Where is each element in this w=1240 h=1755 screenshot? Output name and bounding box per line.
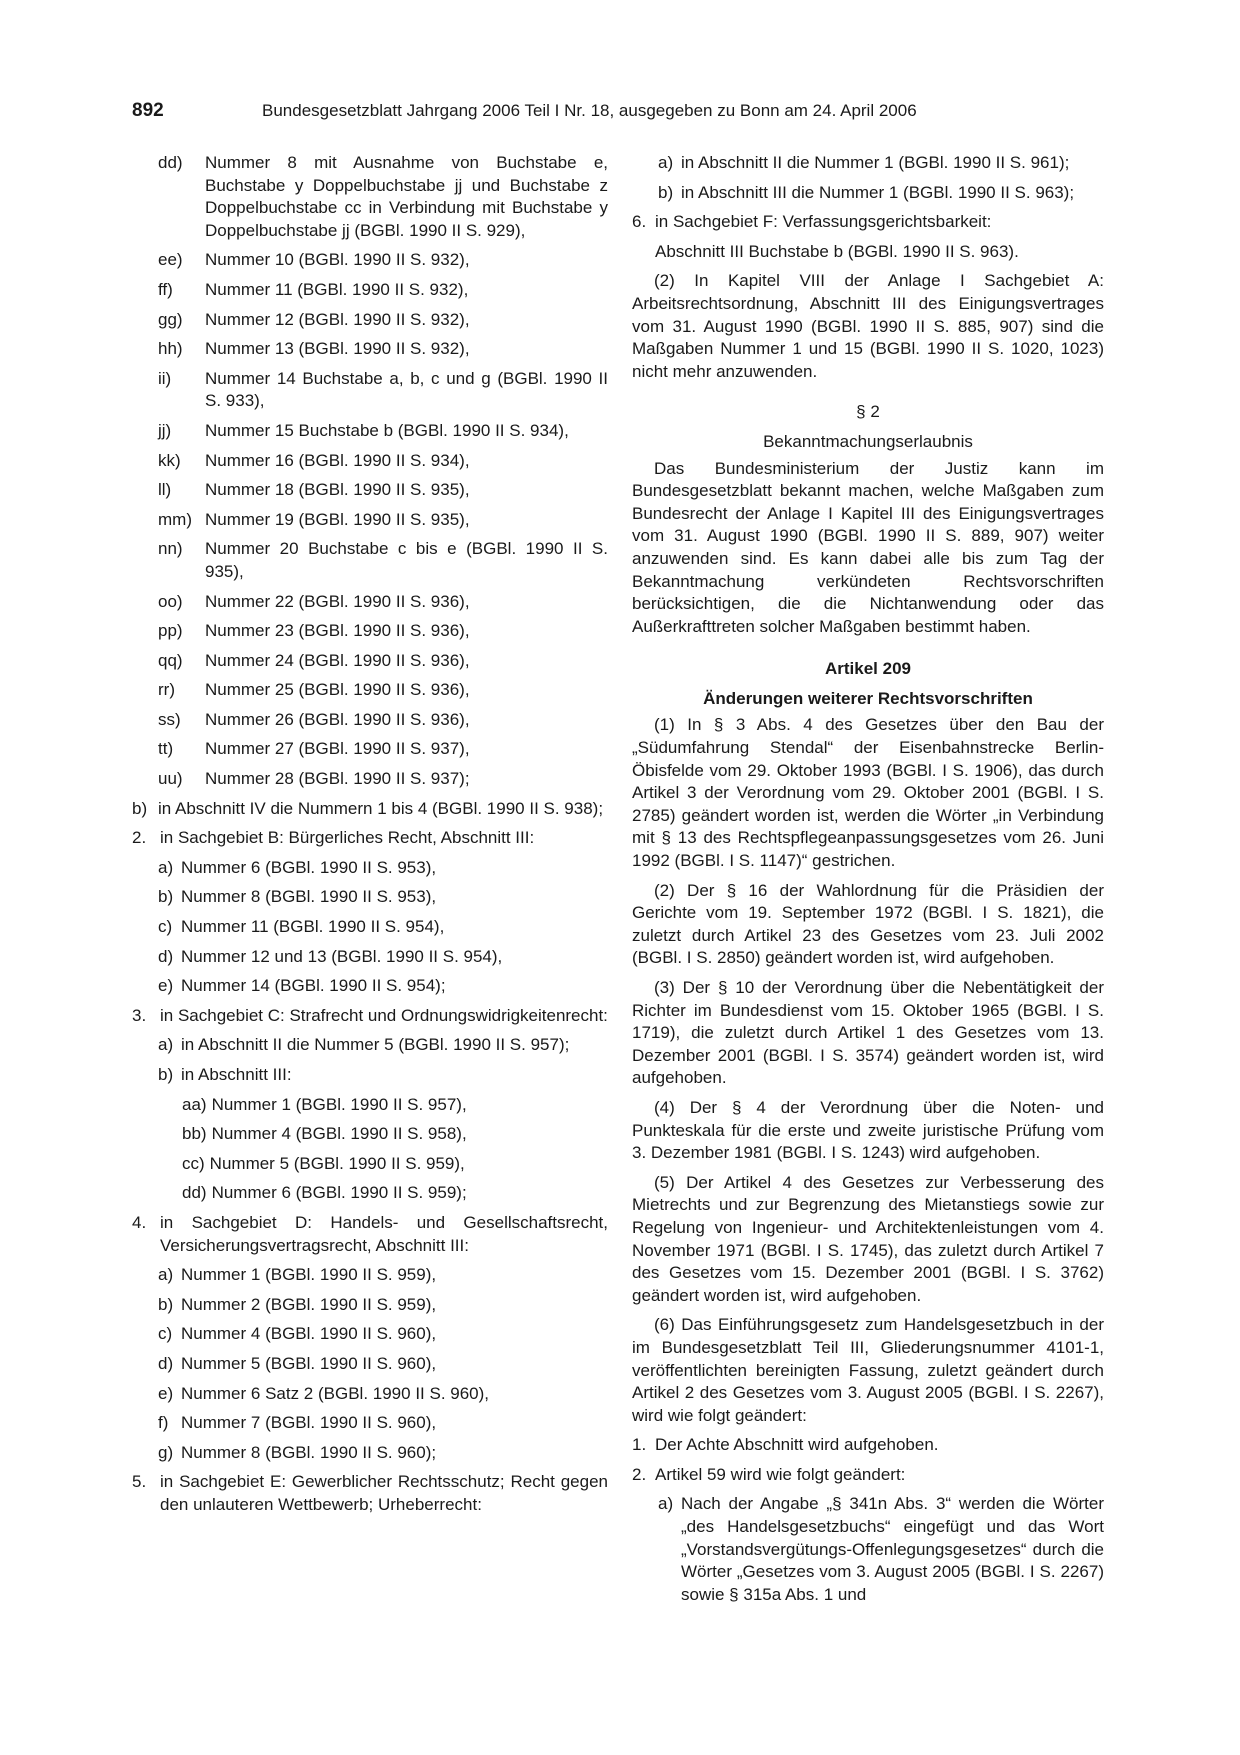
item-text: Nummer 6 (BGBl. 1990 II S. 953), bbox=[181, 857, 437, 877]
item-text: Nummer 8 (BGBl. 1990 II S. 960); bbox=[181, 1442, 437, 1462]
item-text: Nummer 15 Buchstabe b (BGBl. 1990 II S. 934), bbox=[205, 420, 569, 440]
item-label: dd) bbox=[158, 153, 183, 172]
item-label: 4. bbox=[132, 1212, 147, 1232]
item-label: oo) bbox=[158, 591, 183, 611]
list-item bbox=[632, 1434, 1104, 1457]
item-text: Nummer 11 (BGBl. 1990 II S. 932), bbox=[205, 279, 469, 299]
item-label: kk) bbox=[158, 450, 181, 470]
item-label: qq) bbox=[158, 650, 183, 670]
list-item bbox=[132, 1094, 608, 1117]
header-title: Bundesgesetzblatt Jahrgang 2006 Teil I Nr. 18, ausgegeben zu Bonn am 24. April 2006 bbox=[262, 101, 917, 120]
item-text: Nummer 12 und 13 (BGBl. 1990 II S. 954), bbox=[181, 946, 503, 966]
article-paragraph-3: (3) Der § 10 der Verordnung über die Nebentätigkeit der Richter im Bundesdienst vom 15. Oktober 1965 (BGBl. I S. 1719), die zuletzt durch Artikel 1 des Gesetzes vom 13. Dezember 2001 (BGBl. I S. 3574) geändert worden ist, wird aufgehoben. bbox=[632, 978, 1104, 1088]
item-label: g) bbox=[158, 1442, 174, 1462]
item-text: Nummer 25 (BGBl. 1990 II S. 936), bbox=[205, 680, 470, 700]
list-item bbox=[132, 368, 608, 413]
item-text: in Sachgebiet B: Bürgerliches Recht, Abschnitt III: bbox=[160, 828, 535, 848]
item-label: ee) bbox=[158, 250, 183, 270]
list-item bbox=[132, 1264, 608, 1287]
left-column bbox=[132, 152, 608, 1524]
item-label: d) bbox=[158, 946, 174, 966]
item-label: b) bbox=[132, 798, 148, 818]
item-label: a) bbox=[658, 153, 674, 172]
item-text: in Abschnitt II die Nummer 1 (BGBl. 1990 II S. 961); bbox=[681, 153, 1070, 172]
item-text: Nummer 6 Satz 2 (BGBl. 1990 II S. 960), bbox=[181, 1383, 490, 1403]
article-paragraph-5: (5) Der Artikel 4 des Gesetzes zur Verbesserung des Mietrechts und zur Begrenzung des Mietanstiegs sowie zur Regelung von Ingenieur- und Architektenleistungen vom 4. November 1971 (BGBl. I S. 1745), das zuletzt durch Artikel 7 des Gesetzes vom 15. Dezember 2001 (BGBl. I S. 3762) geändert worden ist, wird aufgehoben. bbox=[632, 1172, 1104, 1305]
list-item bbox=[132, 650, 608, 673]
item-text: Nummer 27 (BGBl. 1990 II S. 937), bbox=[205, 739, 470, 759]
list-item bbox=[132, 1182, 608, 1205]
item-label: e) bbox=[158, 1383, 174, 1403]
item-label: b) bbox=[158, 1065, 174, 1084]
item-text: in Abschnitt IV die Nummern 1 bis 4 (BGBl. 1990 II S. 938); bbox=[158, 798, 604, 818]
item-text: Nummer 5 (BGBl. 1990 II S. 959), bbox=[209, 1153, 465, 1173]
item-text: Nummer 19 (BGBl. 1990 II S. 935), bbox=[205, 509, 470, 529]
item-label: ii) bbox=[158, 368, 172, 388]
right-column bbox=[632, 152, 1104, 1613]
list-item bbox=[632, 211, 1104, 234]
list-item bbox=[132, 1005, 608, 1028]
list-item bbox=[632, 152, 1104, 175]
list-item bbox=[132, 1123, 608, 1146]
item-label: b) bbox=[158, 887, 174, 907]
list-item bbox=[132, 768, 608, 791]
item-text: Nummer 13 (BGBl. 1990 II S. 932), bbox=[205, 339, 470, 359]
list-item bbox=[632, 182, 1104, 205]
item-text: Nummer 12 (BGBl. 1990 II S. 932), bbox=[205, 309, 470, 329]
list-item bbox=[132, 1212, 608, 1257]
list-item bbox=[132, 1353, 608, 1376]
list-item bbox=[132, 1412, 608, 1435]
article-paragraph-1: (1) In § 3 Abs. 4 des Gesetzes über den Bau der „Südumfahrung Stendal“ der Eisenbahnstrecke Berlin-Öbisfelde vom 29. Oktober 1993 (BGBl. I S. 1906), das durch Artikel 3 der Verordnung vom 29. Oktober 2001 (BGBl. I S. 2785) geändert worden ist, werden die Wörter „in Verbindung mit § 13 des Rechtspflegeanpassungsgesetzes vom 26. Juni 1992 (BGBl. I S. 1147)“ gestrichen. bbox=[632, 715, 1104, 871]
item-label: 6. bbox=[632, 212, 647, 232]
list-item bbox=[132, 338, 608, 361]
list-item bbox=[132, 620, 608, 643]
item-text: Nummer 14 Buchstabe a, b, c und g (BGBl. 1990 II S. 933), bbox=[205, 368, 608, 411]
item-label: mm) bbox=[158, 509, 192, 529]
item-text: Nummer 26 (BGBl. 1990 II S. 936), bbox=[205, 709, 470, 729]
item-text: Nummer 28 (BGBl. 1990 II S. 937); bbox=[205, 769, 470, 789]
item-label: 5. bbox=[132, 1472, 147, 1492]
item-text: in Sachgebiet E: Gewerblicher Rechtsschutz; Recht gegen den unlauteren Wettbewerb; Urheberrecht: bbox=[160, 1472, 608, 1514]
item-label: nn) bbox=[158, 539, 183, 559]
item-text: Nummer 20 Buchstabe c bis e (BGBl. 1990 II S. 935), bbox=[205, 539, 608, 581]
item-label: b) bbox=[158, 1294, 174, 1314]
item-text: Nummer 2 (BGBl. 1990 II S. 959), bbox=[181, 1294, 437, 1314]
list-item bbox=[132, 420, 608, 443]
item-text: in Abschnitt III die Nummer 1 (BGBl. 1990 II S. 963); bbox=[681, 182, 1075, 202]
list-item bbox=[132, 279, 608, 302]
item-text: Nummer 8 mit Ausnahme von Buchstabe e, Buchstabe y Doppelbuchstabe jj und Buchstabe z Doppelbuchstabe cc in Verbindung mit Buchstabe y Doppelbuchstabe jj (BGBl. 1990 II S. 929), bbox=[205, 153, 608, 240]
item-text: Nummer 4 (BGBl. 1990 II S. 958), bbox=[211, 1124, 467, 1144]
item-label: 1. bbox=[632, 1435, 647, 1455]
article-subtitle: Änderungen weiterer Rechtsvorschriften bbox=[703, 688, 1033, 708]
item-label: bb) bbox=[182, 1124, 207, 1144]
item-label: ff) bbox=[158, 279, 173, 299]
paragraph-2: (2) In Kapitel VIII der Anlage I Sachgebiet A: Arbeitsrechtsordnung, Abschnitt III des Einigungsvertrages vom 31. August 1990 (BGBl. 1990 II S. 885, 907) sind die Maßgaben Nummer 1 und 15 (BGBl. 1990 II S. 1020, 1023) nicht mehr anzuwenden. bbox=[632, 271, 1104, 381]
item-label: a) bbox=[158, 857, 174, 877]
list-item bbox=[132, 857, 608, 880]
list-item bbox=[632, 1493, 1104, 1606]
running-header bbox=[132, 100, 988, 128]
item-text: Nummer 1 (BGBl. 1990 II S. 959), bbox=[181, 1265, 437, 1285]
item-text: Artikel 59 wird wie folgt geändert: bbox=[655, 1464, 906, 1484]
list-item bbox=[132, 975, 608, 998]
item-label: dd) bbox=[182, 1183, 207, 1203]
list-item bbox=[632, 1464, 1104, 1487]
list-item bbox=[132, 1471, 608, 1516]
list-item bbox=[132, 450, 608, 473]
list-item bbox=[132, 309, 608, 332]
list-item bbox=[132, 738, 608, 761]
item-text: Nummer 23 (BGBl. 1990 II S. 936), bbox=[205, 621, 470, 641]
list-item bbox=[132, 1383, 608, 1406]
item-label: uu) bbox=[158, 769, 183, 789]
item-text: Nummer 8 (BGBl. 1990 II S. 953), bbox=[181, 887, 437, 907]
list-item bbox=[132, 916, 608, 939]
item-text: Nummer 10 (BGBl. 1990 II S. 932), bbox=[205, 250, 470, 270]
section-number: § 2 bbox=[856, 402, 880, 422]
item-text: in Abschnitt III: bbox=[181, 1065, 292, 1084]
article-paragraph-6: (6) Das Einführungsgesetz zum Handelsgesetzbuch in der im Bundesgesetzblatt Teil III, Gliederungsnummer 4101-1, veröffentlichten bereinigten Fassung, zuletzt geändert durch Artikel 2 des Gesetzes vom 3. August 2005 (BGBl. I S. 2267), wird wie folgt geändert: bbox=[632, 1315, 1104, 1425]
section-title: Bekanntmachungserlaubnis bbox=[763, 431, 973, 451]
list-item bbox=[132, 479, 608, 502]
item-text: Nummer 7 (BGBl. 1990 II S. 960), bbox=[181, 1413, 437, 1433]
article-paragraph-2: (2) Der § 16 der Wahlordnung für die Präsidien der Gerichte vom 19. September 1972 (BGBl. I S. 1821), die zuletzt durch Artikel 23 des Gesetzes vom 23. Juli 2002 (BGBl. I S. 2850) geändert worden ist, wird aufgehoben. bbox=[632, 880, 1104, 968]
list-item bbox=[132, 152, 608, 242]
item-text: Nummer 16 (BGBl. 1990 II S. 934), bbox=[205, 450, 470, 470]
item-label: f) bbox=[158, 1413, 169, 1433]
item-label: ll) bbox=[158, 480, 172, 500]
item-text: Nach der Angabe „§ 341n Abs. 3“ werden die Wörter „des Handelsgesetzbuchs“ eingefügt und das Wort „Vorstandsvergütungs-Offenlegungsgesetzes“ durch die Wörter „Gesetzes vom 3. August 2005 (BGBl. I S. 2267) sowie § 315a Abs. 1 und bbox=[681, 1494, 1104, 1604]
list-item bbox=[132, 509, 608, 532]
list-item bbox=[132, 946, 608, 969]
item-label: a) bbox=[158, 1265, 174, 1285]
item-text: Nummer 22 (BGBl. 1990 II S. 936), bbox=[205, 591, 470, 611]
item-label: a) bbox=[658, 1494, 674, 1514]
item-text: Nummer 4 (BGBl. 1990 II S. 960), bbox=[181, 1324, 437, 1344]
item-label: aa) bbox=[182, 1094, 207, 1114]
article-paragraph-4: (4) Der § 4 der Verordnung über die Noten- und Punkteskala für die erste und zweite juristische Prüfung vom 3. Dezember 1981 (BGBl. I S. 1243) wird aufgehoben. bbox=[632, 1097, 1104, 1163]
item-text: in Abschnitt II die Nummer 5 (BGBl. 1990 II S. 957); bbox=[181, 1035, 570, 1055]
item-text: Der Achte Abschnitt wird aufgehoben. bbox=[655, 1435, 939, 1455]
item-text: Nummer 6 (BGBl. 1990 II S. 959); bbox=[211, 1183, 467, 1203]
item-text: Nummer 18 (BGBl. 1990 II S. 935), bbox=[205, 480, 470, 500]
item-text: in Sachgebiet F: Verfassungsgerichtsbarkeit: bbox=[655, 212, 992, 232]
list-item bbox=[132, 1323, 608, 1346]
list-item bbox=[132, 1153, 608, 1176]
list-item bbox=[132, 1034, 608, 1057]
page-number: 892 bbox=[132, 100, 164, 121]
list-item bbox=[132, 886, 608, 909]
item-label: tt) bbox=[158, 739, 174, 759]
item-label: a) bbox=[158, 1035, 174, 1055]
item-label: c) bbox=[158, 917, 173, 937]
item-text: Nummer 11 (BGBl. 1990 II S. 954), bbox=[181, 917, 445, 937]
item-label: rr) bbox=[158, 680, 175, 700]
list-item bbox=[132, 591, 608, 614]
item-label: 2. bbox=[132, 828, 147, 848]
list-item bbox=[132, 249, 608, 272]
list-item bbox=[132, 709, 608, 732]
item-label: e) bbox=[158, 976, 174, 996]
item-label: cc) bbox=[182, 1153, 205, 1173]
item-label: pp) bbox=[158, 621, 183, 641]
list-item bbox=[132, 827, 608, 850]
item-label: gg) bbox=[158, 309, 183, 329]
list-item bbox=[132, 538, 608, 583]
sachgebiet-f-detail: Abschnitt III Buchstabe b (BGBl. 1990 II S. 963). bbox=[655, 241, 1019, 261]
item-label: d) bbox=[158, 1353, 174, 1373]
article-title: Artikel 209 bbox=[825, 659, 911, 679]
section-2-text: Das Bundesministerium der Justiz kann im Bundesgesetzblatt bekannt machen, welche Maßgaben zum Bundesrecht der Anlage I Kapitel III des Einigungsvertrages vom 31. August 1990 (BGBl. 1990 II S. 889, 907) weiter anzuwenden sind. Es kann dabei alle bis zum Tag der Bekanntmachung verkündeten Rechtsvorschriften berücksichtigen, die die Nichtanwendung oder das Außerkrafttreten solcher Maßgaben bestimmt haben. bbox=[632, 458, 1104, 636]
item-text: in Sachgebiet D: Handels- und Gesellschaftsrecht, Versicherungsvertragsrecht, Abschnitt III: bbox=[160, 1212, 608, 1255]
list-item bbox=[132, 679, 608, 702]
item-label: b) bbox=[658, 182, 674, 202]
item-text: in Sachgebiet C: Strafrecht und Ordnungswidrigkeitenrecht: bbox=[160, 1005, 608, 1025]
item-text: Nummer 1 (BGBl. 1990 II S. 957), bbox=[211, 1094, 467, 1114]
item-text: Nummer 5 (BGBl. 1990 II S. 960), bbox=[181, 1353, 437, 1373]
item-label: ss) bbox=[158, 709, 181, 729]
item-label: c) bbox=[158, 1324, 173, 1344]
item-text: Nummer 14 (BGBl. 1990 II S. 954); bbox=[181, 976, 446, 996]
list-item bbox=[132, 1064, 608, 1087]
item-label: jj) bbox=[158, 420, 172, 440]
list-item bbox=[132, 1442, 608, 1465]
item-label: 3. bbox=[132, 1005, 147, 1025]
item-text: Nummer 24 (BGBl. 1990 II S. 936), bbox=[205, 650, 470, 670]
list-item bbox=[132, 798, 608, 821]
item-label: 2. bbox=[632, 1464, 647, 1484]
item-label: hh) bbox=[158, 339, 183, 359]
list-item bbox=[132, 1294, 608, 1317]
